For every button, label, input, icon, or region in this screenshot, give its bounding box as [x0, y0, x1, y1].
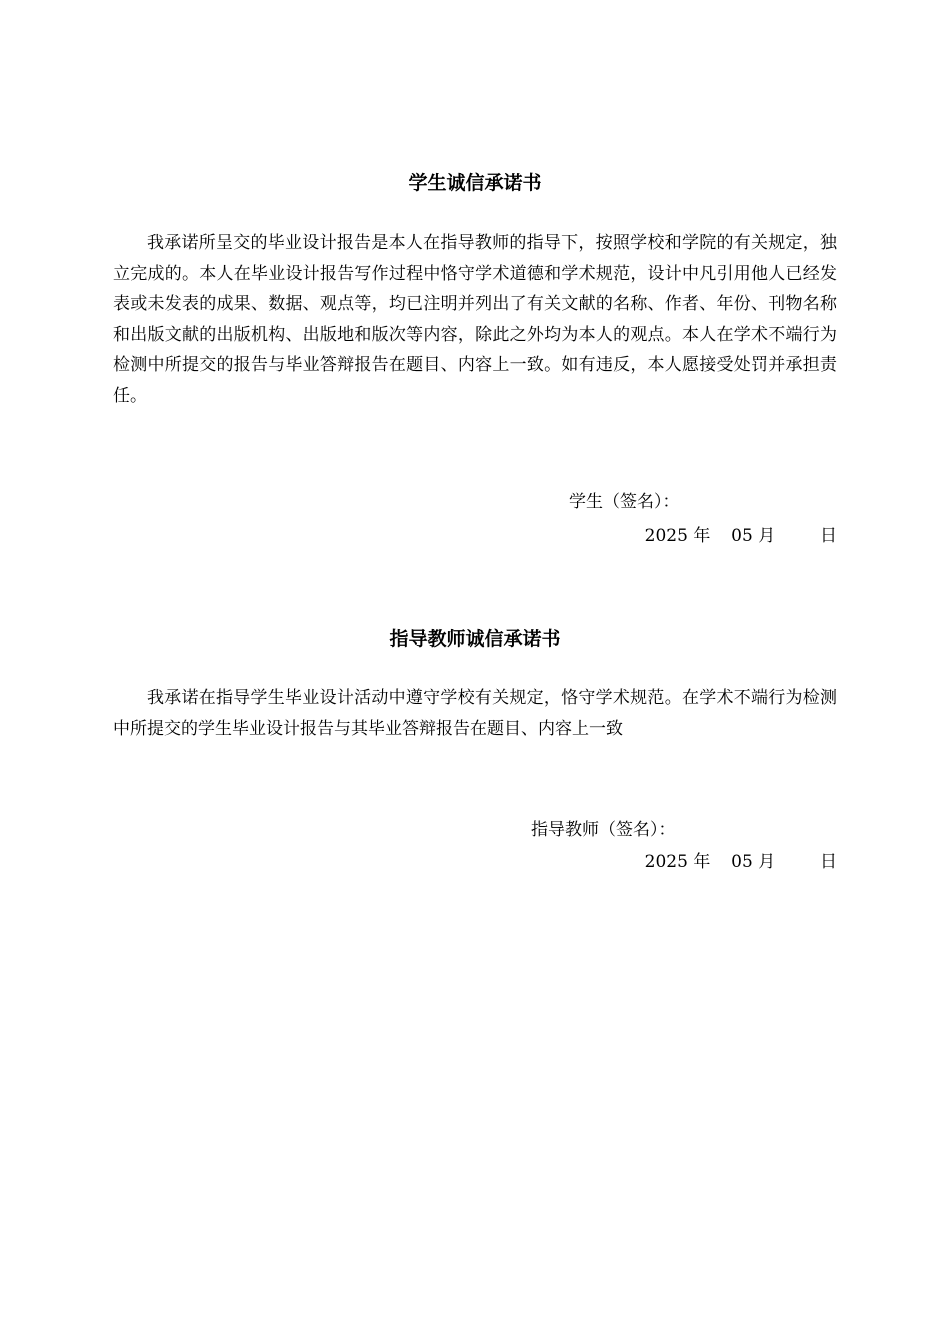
student-pledge-body: 我承诺所呈交的毕业设计报告是本人在指导教师的指导下，按照学校和学院的有关规定，独立完成的。本人在毕业设计报告写作过程中恪守学术道德和学术规范，设计中凡引用他人已经发表或未发表的成果、数据、观点等，均已注明并列出了有关文献的名称、作者、年份、刊物名称和出版文献的出版机构、出版地和版次等内容，除此之外均为本人的观点。本人在学术不端行为检测中所提交的报告与毕业答辩报告在题目、内容上一致。如有违反，本人愿接受处罚并承担责任。 [113, 233, 837, 406]
student-date-year-unit: 年 [693, 526, 711, 546]
student-date-day-unit: 日 [820, 526, 837, 546]
advisor-date-line [645, 847, 837, 872]
advisor-pledge-title: 指导教师诚信承诺书 [389, 628, 561, 650]
advisor-date-day-unit: 日 [820, 852, 837, 872]
student-date-month: 05 [731, 526, 753, 546]
student-pledge-title: 学生诚信承诺书 [408, 172, 542, 194]
student-date-month-unit: 月 [758, 526, 776, 546]
advisor-pledge-body: 我承诺在指导学生毕业设计活动中遵守学校有关规定，恪守学术规范。在学术不端行为检测中所提交的学生毕业设计报告与其毕业答辩报告在题目、内容上一致 [113, 688, 837, 739]
advisor-date-month: 05 [731, 852, 753, 872]
student-date-year: 2025 [644, 526, 688, 546]
advisor-date-year-unit: 年 [693, 852, 711, 872]
advisor-date-month-unit: 月 [758, 852, 776, 872]
advisor-signature-label: 指导教师（签名）： [531, 820, 676, 840]
student-signature-label: 学生（签名）： [569, 492, 680, 512]
student-date-line [645, 521, 837, 546]
advisor-date-year: 2025 [644, 852, 688, 872]
